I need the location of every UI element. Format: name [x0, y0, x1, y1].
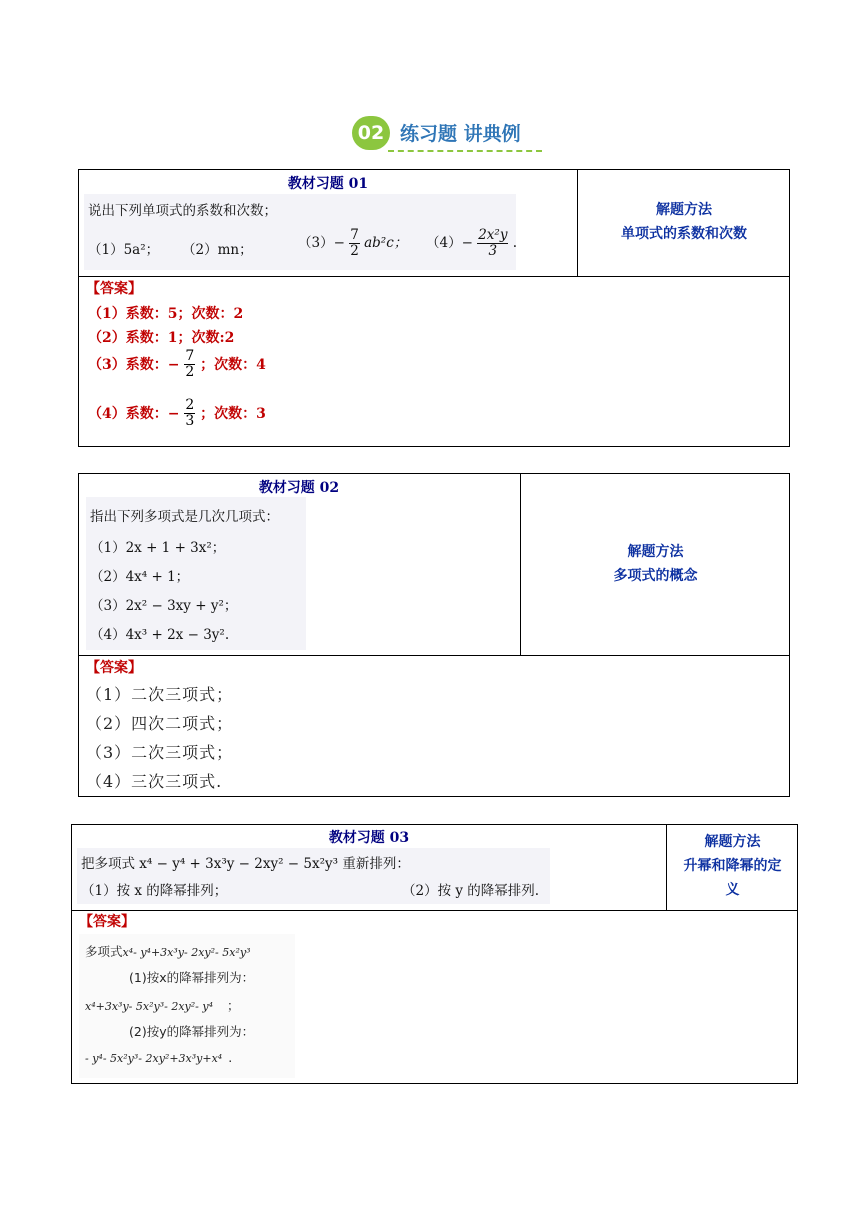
answer-3-prefix: （3）系数：− [88, 356, 180, 373]
problem-03-sub-1: （1）按 x 的降幂排列； [81, 883, 228, 899]
problem-03-method [667, 830, 798, 902]
problem-01-row-divider [78, 276, 790, 277]
answer-line-math: x⁴+3x³y- 5x²y³- 2xy²- y⁴ [85, 1000, 213, 1013]
fraction-numerator: 7 [350, 227, 359, 243]
problem-02-answer-label: 【答案】 [86, 660, 142, 676]
fraction-denominator: 2 [185, 364, 195, 381]
problem-03-answer-line-5 [85, 1050, 232, 1065]
problem-02-method [521, 540, 790, 588]
problem-01-item-3-prefix: （3）− [298, 234, 345, 251]
fraction-numerator: 7 [185, 348, 195, 364]
problem-01-item-2: （2）mn； [182, 242, 253, 258]
problem-02-answer-4: （4）三次三项式. [86, 772, 223, 791]
problem-01-answer-2: （2）系数：1；次数:2 [88, 330, 235, 346]
problem-02-item-3: （3）2x² − 3xy + y²； [90, 598, 238, 614]
problem-01-item-1: （1）5a²； [88, 242, 160, 258]
method-title: 解题方法 [627, 544, 684, 560]
problem-01-answer-1: （1）系数：5；次数：2 [88, 306, 244, 322]
problem-01-item-4-suffix: . [512, 234, 518, 251]
problem-03-answer-line-2: (1)按x的降幂排列为： [129, 970, 255, 985]
problem-01-prompt: 说出下列单项式的系数和次数； [88, 203, 277, 219]
problem-03-answer-line-1 [85, 942, 251, 960]
answer-3-suffix: ；次数：4 [200, 356, 266, 373]
problem-02-answer-3: （3）二次三项式； [86, 743, 234, 762]
problem-01-method [578, 198, 790, 246]
method-description-line-2: 义 [725, 882, 740, 898]
problem-03-answer-line-4: (2)按y的降幂排列为： [129, 1024, 255, 1039]
problem-02-prompt: 指出下列多项式是几次几项式： [90, 509, 279, 525]
method-description: 单项式的系数和次数 [621, 226, 747, 242]
method-title: 解题方法 [704, 834, 761, 850]
problem-01-answer-label: 【答案】 [86, 281, 142, 297]
fraction-denominator: 3 [185, 413, 195, 430]
problem-02-answer-1: （1）二次三项式； [86, 685, 234, 704]
answer-3-fraction [184, 349, 195, 381]
answer-line-math: x⁴- y⁴+3x³y- 2xy²- 5x²y³ [122, 946, 251, 959]
problem-03-answer-line-3 [85, 996, 240, 1014]
method-title: 解题方法 [656, 202, 712, 218]
section-header [352, 116, 552, 156]
fraction-numerator: 2 [185, 397, 195, 413]
problem-02-title: 教材习题 02 [258, 480, 340, 496]
method-description: 多项式的概念 [613, 568, 698, 584]
fraction-numerator: 2x²y [478, 227, 508, 243]
answer-4-prefix: （4）系数：− [88, 405, 180, 422]
fraction-denominator: 2 [350, 242, 359, 259]
problem-01-answer-3 [88, 349, 266, 381]
problem-03-row-divider [71, 910, 798, 911]
method-description-line-1: 升幂和降幂的定 [683, 858, 782, 874]
answer-line-end: . [228, 1050, 233, 1065]
answer-line-math: - y⁴- 5x²y³- 2xy²+3x³y+x⁴ [85, 1052, 223, 1065]
answer-line-text: 多项式 [85, 944, 123, 959]
section-title: 练习题 讲典例 [400, 123, 521, 145]
problem-03-sub-2: （2）按 y 的降幂排列. [402, 883, 540, 899]
problem-01-item-3-suffix: ab²c； [364, 234, 408, 251]
problem-01-answer-4 [88, 398, 266, 430]
problem-01-item-3 [298, 228, 407, 259]
problem-03-answer-label: 【答案】 [79, 914, 135, 930]
problem-02-item-4: （4）4x³ + 2x − 3y². [90, 627, 230, 643]
problem-03-prompt: 把多项式 x⁴ − y⁴ + 3x³y − 2xy² − 5x²y³ 重新排列： [81, 856, 410, 872]
problem-01-item-4-fraction [477, 228, 508, 259]
problem-01-item-4 [426, 228, 517, 259]
problem-01-title: 教材习题 01 [287, 176, 369, 192]
problem-03-title: 教材习题 03 [328, 830, 410, 846]
problem-02-row-divider [78, 655, 790, 656]
problem-02-item-2: （2）4x⁴ + 1； [90, 569, 190, 585]
answer-4-suffix: ；次数：3 [200, 405, 266, 422]
problem-02-item-1: （1）2x + 1 + 3x²； [90, 540, 226, 556]
problem-01-item-4-prefix: （4）− [426, 234, 473, 251]
answer-line-end: ； [226, 998, 240, 1013]
problem-02-answer-2: （2）四次二项式； [86, 714, 234, 733]
problem-01-item-3-fraction [349, 228, 360, 259]
answer-4-fraction [184, 398, 195, 430]
section-number-badge: 02 [352, 116, 390, 150]
fraction-denominator: 3 [488, 242, 498, 259]
section-underline [388, 150, 542, 152]
